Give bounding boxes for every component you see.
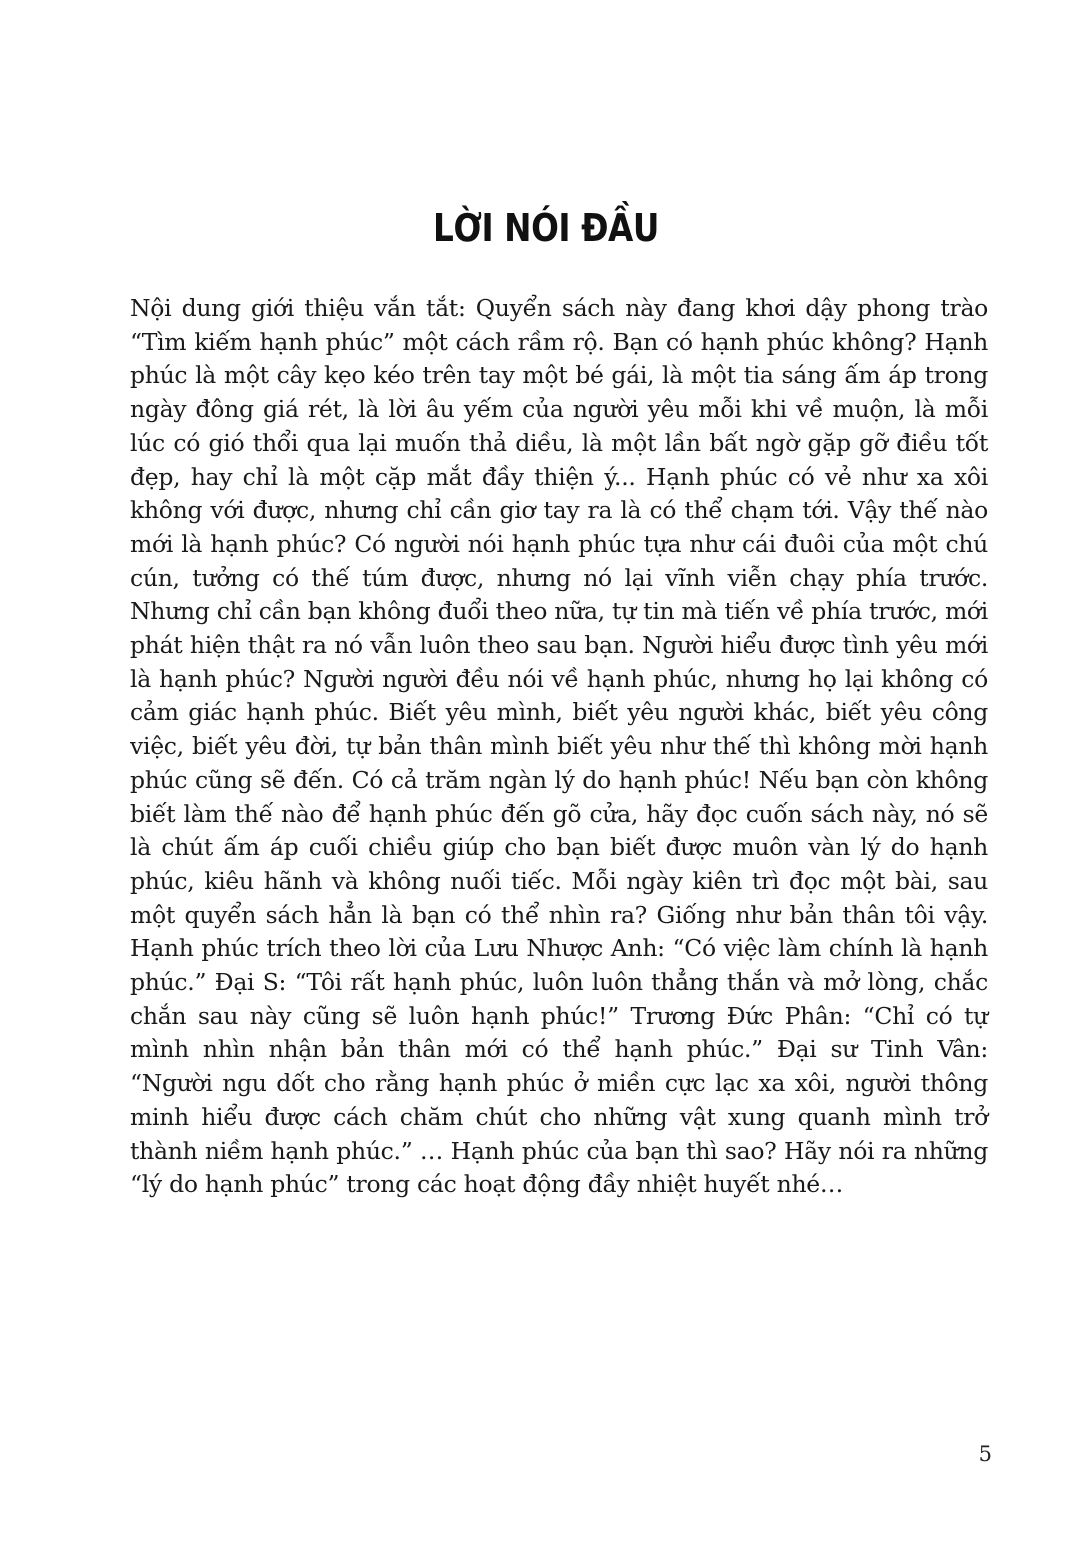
page-title: LỜI NÓI ĐẦU [432,206,660,250]
page-number: 5 [978,1442,992,1466]
body-paragraph: Nội dung giới thiệu vắn tắt: Quyển sách này đang khơi dậy phong trào “Tìm kiếm hạnh phúc” một cách rầm rộ. Bạn có hạnh phúc không? Hạnh phúc là một cây kẹo kéo trên tay một bé gái, là một tia sáng ấm áp trong ngày đông giá rét, là lời âu yếm của người yêu mỗi khi về muộn, là mỗi lúc có gió thổi qua lại muốn thả diều, là một lần bất ngờ gặp gỡ điều tốt đẹp, hay chỉ là một cặp mắt đầy thiện ý... Hạnh phúc có vẻ như xa xôi không với được, nhưng chỉ cần giơ tay ra là có thể chạm tới. Vậy thế nào mới là hạnh phúc? Có người nói hạnh phúc tựa như cái đuôi của một chú cún, tưởng có thế túm được, nhưng nó lại vĩnh viễn chạy phía trước. Nhưng chỉ cần bạn không đuổi theo nữa, tự tin mà tiến về phía trước, mới phát hiện thật ra nó vẫn luôn theo sau bạn. Người hiểu được tình yêu mới là hạnh phúc? Người người đều nói về hạnh phúc, nhưng họ lại không có cảm giác hạnh phúc. Biết yêu mình, biết yêu người khác, biết yêu công việc, biết yêu đời, tự bản thân mình biết yêu như thế thì không mời hạnh phúc cũng sẽ đến. Có cả trăm ngàn lý do hạnh phúc! Nếu bạn còn không biết làm thế nào để hạnh phúc đến gõ cửa, hãy đọc cuốn sách này, nó sẽ là chút ấm áp cuối chiều giúp cho bạn biết được muôn vàn lý do hạnh phúc, kiêu hãnh và không nuối tiếc. Mỗi ngày kiên trì đọc một bài, sau một quyển sách hẳn là bạn có thể nhìn ra? Giống như bản thân tôi vậy. Hạnh phúc trích theo lời của Lưu Nhược Anh: “Có việc làm chính là hạnh phúc.” Đại S: “Tôi rất hạnh phúc, luôn luôn thẳng thắn và mở lòng, chắc chắn sau này cũng sẽ luôn hạnh phúc!” Trương Đức Phân: “Chỉ có tự mình nhìn nhận bản thân mới có thể hạnh phúc.” Đại sư Tinh Vân: “Người ngu dốt cho rằng hạnh phúc ở miền cực lạc xa xôi, người thông minh hiểu được cách chăm chút cho những vật xung quanh mình trở thành niềm hạnh phúc.” … Hạnh phúc của bạn thì sao? Hãy nói ra những “lý do hạnh phúc” trong các hoạt động đầy nhiệt huyết nhé… [130,294,988,1199]
